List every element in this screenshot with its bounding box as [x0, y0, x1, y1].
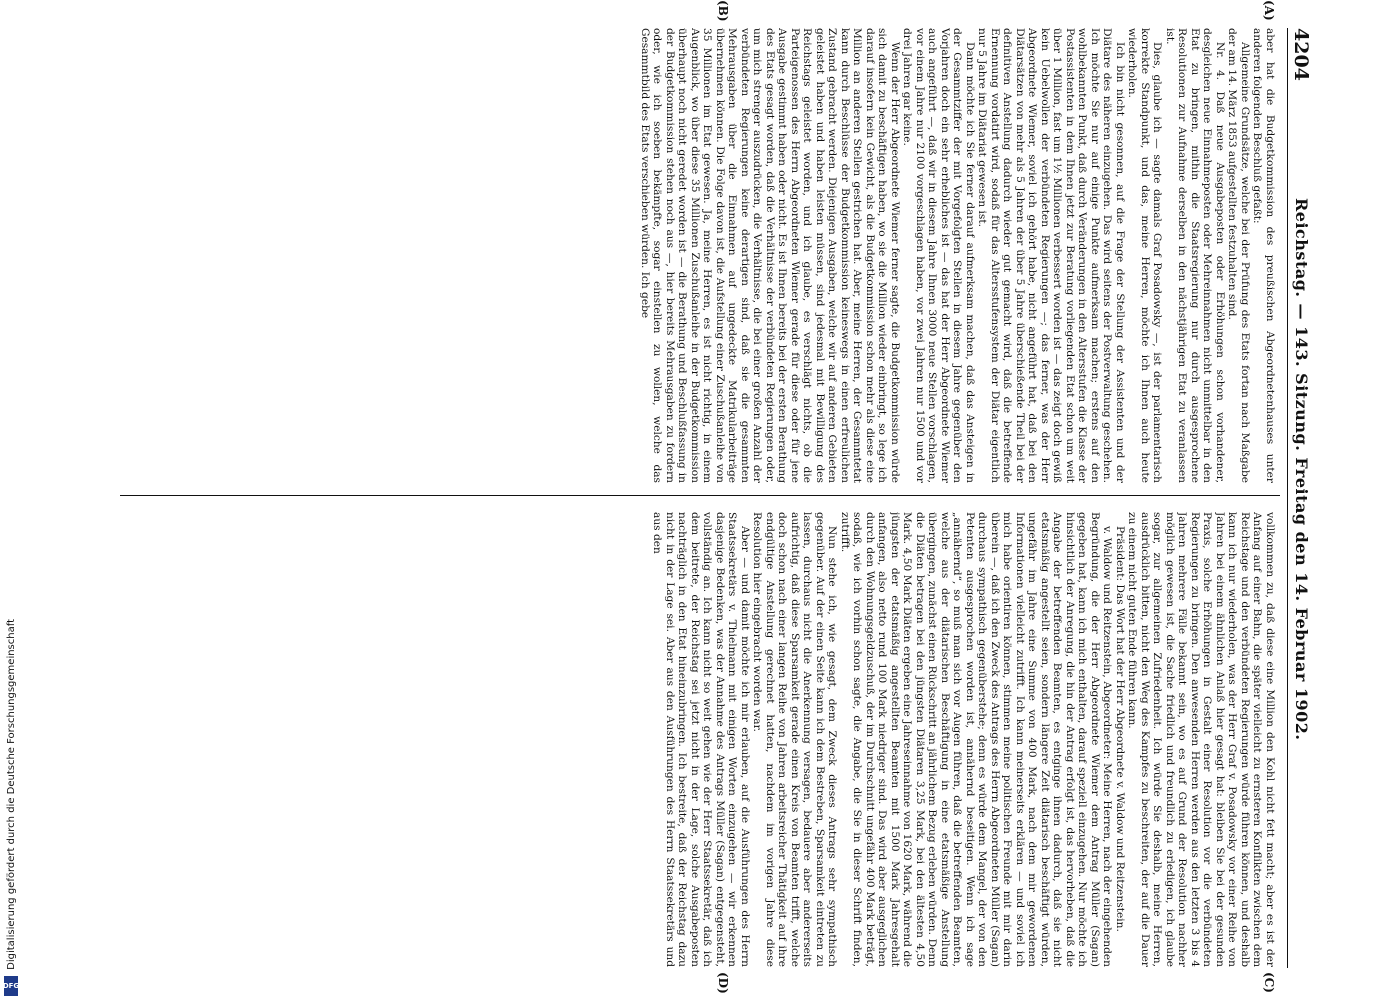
paragraph: Nun stehe ich, wie gesagt, dem Zweck dieses Antrags sehr sympathisch gegenüber. Auf der einen Seite kann ich dem Bestreben, Sparsamkeit eintreten zu lassen, durchaus nicht die Anerkennung versagen, bedauere aber andererseits aufrichtig, daß diese Sparsamkeit gerade einen Kreis von Beamten trifft, welche doch schon nach einer langen Reihe von Jahren arbeitsreicher Thätigkeit auf ihre endgültige Anstellung gerechnet hatten, nachdem im vorigen Jahre diese Resolution hier eingebracht worden war.: [751, 512, 839, 967]
scanned-page: [70, 0, 1320, 1000]
page-header: [1287, 28, 1314, 968]
left-text-column: [126, 28, 1276, 483]
dfg-attribution-text: Digitalisierung gefördert durch die Deutsche Forschungsgemeinschaft: [5, 619, 17, 970]
paragraph: Dann möchte ich Sie ferner darauf aufmerksam machen, daß das Ansteigen in der Gesammtziffer der mit Vorgefolgten Stellen in diesem Jahre gegenüber den Vorjahren doch ein sehr erhebliches ist — das hat der Herr Abgeordnete Wiemer auch angeführt —, daß wir in diesem Jahre Ihnen 3000 neue Stellen vorschlagen, vor einem Jahre nur 2100 vorgeschlagen haben, vor zwei Jahren nur 1500 und vor drei Jahren gar keine.: [901, 28, 976, 483]
paragraph: Präsident: Das Wort hat der Herr Abgeordnete v. Waldow und Reitzenstein.: [1114, 526, 1126, 932]
paragraph: Aber — und damit möchte ich mir erlauben, auf die Ausführungen des Herrn Staatssekretärs v. Thielmann mit einigen Worten einzugehen — wir erkennen dasjenige Bedenken, was der Annahme des Antrags Müller (Sagan) entgegensteht, vollständig an. Ich kann nicht so weit gehen wie der Herr Staatssekretär, daß ich dem beitrete, der Reichstag sei jetzt nicht in der Lage, solche Ausgabeposten nachträglich in den Etat hineinzubringen. Ich bestreite, daß der Reichstag dazu nicht in der Lage sei. Aber aus den Ausführungen des Herrn Staatssekretärs und aus den: [651, 512, 751, 967]
margin-marker-b: (B): [716, 0, 730, 22]
column-divider: [120, 495, 1280, 496]
dfg-logo: DFG: [4, 976, 18, 996]
paragraph: aber hat die Budgetkommission des preußischen Abgeordnetenhauses unter anderen folgenden Beschluß gefaßt:: [1251, 28, 1276, 483]
margin-marker-a: (A): [1262, 0, 1276, 21]
paragraph: Wenn der Herr Abgeordnete Wiemer ferner sagte, die Budgetkommission würde sich damit zu beschäftigen haben, wo sie die Million wieder einbringt, so lege ich darauf insofern kein Gewicht, als die Budgetkommission schon mehr als diese eine Million an anderen Stellen gestrichen hat. Aber, meine Herren, der Gesammtetat kann durch Beschlüsse der Budgetkommission keineswegs in einen erfreulichen Zustand gebracht werden. Diejenigen Ausgaben, welche wir auf anderen Gebieten geleistet haben und haben leisten müssen, sind jedesmal mit Bewilligung des Reichstags geleistet worden, und ich glaube, es verschlägt nichts, ob die Parteigenossen des Herrn Abgeordneten Wiemer gerade für diese oder für jene Ausgabe gestimmt haben oder nicht. Es ist Ihnen bereits bei der ersten Berathung des Etats gesagt worden, daß die Verhältnisse der verbündeten Regierungen oder, um mich strenger auszudrücken, die Verhältnisse, die bei einer großen Anzahl der verbündeten Regierungen keine derartigen sind, daß sie die gesammten Mehrausgaben über die Einnahmen auf ungedeckte Matrikularbeiträge übernehmen können. Die Folge davon ist, die Aufstellung einer Zuschußanleihe von 35 Millionen im Etat gewesen. Ja, meine Herren, es ist nicht richtig, in einem Augenblick, wo über diese 35 Millionen Zuschußanleihe in der Budgetkommission überhaupt noch nicht geredet worden ist — die Berathung und Beschlußfassung in der Budgetkommission stehen noch aus —, hier bereits Mehrausgaben zu fordern oder, wie ich soeben bekämpfte, sogar einstellen zu wollen, welche das Gesammtbild des Etats verschieben würden. Ich gebe: [639, 28, 901, 483]
margin-marker-d: (D): [716, 972, 730, 994]
paragraph: v. Waldow und Reitzenstein, Abgeordneter: Meine Herren, nach der eingehenden Begründung, die der Herr Abgeordnete Wiemer dem Antrag Müller (Sagan) gegeben hat, kann ich mich enthalten, darauf speziell einzugehen. Nur möchte ich hinsichtlich der Anregung, die hin der Antrag erfolgt ist, das hervorheben, daß die Angabe der betreffenden Beamten, es entginge ihnen dadurch, daß sie nicht etatsmäßig angestellt seien, sondern längere Zeit diätarisch beschäftigt würden, ungefähr im Jahre eine Summe von 400 Mark, nach dem mir gewordenen Informationen vielleicht zutrifft. Ich kann meinerseits erklären — und soviel ich mich habe orientiren können, stimmen meine politischen Freunde mit mir darin überein —, daß ich den Zweck des Antrags des Herrn Abgeordneten Müller (Sagan) durchaus sympathisch gegenüberstehe; denn es würde dem Mangel, der von den Petenten ausgesprochen worden ist, annähernd beseitigen. Wenn ich sage „annähernd“, so muß man sich vor Augen führen, daß die betreffenden Beamten, welche aus der diätarischen Beschäftigung in eine etatsmäßige Anstellung übergingen, zunächst einen Rückschritt an jährlichem Bezug erleben würden. Denn die Diäten betragen bei den jüngsten Diätaren 3,25 Mark, bei den ältesten 4,50 Mark. 4,50 Mark Diäten ergeben eine Jahreseinnahme von 1620 Mark, während die jüngsten der etatsmäßig angestellten Beamten mit 1500 Mark Jahresgehalt anfangen, also netto rund 100 Mark niedriger sind. Das wird aber ausgeglichen durch den Wohnungsgeldzuschuß, der im Durchschnitt ungefähr 400 Mark beträgt, sodaß, wie ich vorhin schon sagte, die Angabe, die Sie in dieser Schrift finden, zutrifft.: [839, 512, 1114, 967]
right-text-column: [126, 512, 1276, 967]
paragraph: Allgemeine Grundsätze, welche bei der Prüfung des Etats fortan nach Maßgabe der am 14. März 1853 aufgestellten festzuhalten sind.: [1226, 28, 1251, 483]
page-running-title: Reichstag. — 143. Sitzung. Freitag den 14. Februar 1902.: [1292, 198, 1311, 741]
paragraph: Dies, glaube ich — sagte damals Graf Posadowsky —, ist der parlamentarisch korrekte Standpunkt, und das, meine Herren, möchte ich Ihnen auch heute wiederholen.: [1126, 28, 1164, 483]
dfg-attribution-strip: [0, 0, 22, 1000]
margin-marker-c: (C): [1262, 972, 1276, 993]
paragraph: Nr. 4. Daß neue Ausgabeposten oder Erhöhungen schon vorhandener, desgleichen neue Einnahmeposten oder Mehreinnahmen nicht unmittelbar in den Etat zu bringen, mithin die Staatsregierung nur durch ausgesprochene Resolutionen zur Aufnahme derselben in den nächstjährigen Etat zu veranlassen ist.: [1164, 28, 1226, 483]
page-number: 4204: [1290, 28, 1312, 81]
paragraph: vollkommen zu, daß diese eine Million den Kohl nicht fett macht; aber es ist der Anfang auf einer Bahn, die später vielleicht zu ernsteren Konflikten zwischen dem Reichstage und den verbündeten Regierungen würde führen können, und deshalb kann ich nur wiederholen, was der Herr Graf v. Posadowsky vor einer Reihe von Jahren bei einem ähnlichen Anlaß hier gesagt hat: bleiben Sie bei der gesunden Praxis, solche Erhöhungen in Gestalt einer Resolution vor die verbündeten Regierungen zu bringen. Den anwesenden Herren werden aus den letzten 3 bis 4 Jahren mehrere Fälle bekannt sein, wo es auf Grund der Resolution nachher möglich gewesen ist, die Sache friedlich und freundlich zu erledigen, ich glaube sogar, zur allgemeinen Zufriedenheit. Ich würde Sie deshalb, meine Herren, ausdrücklich bitten, nicht den Weg des Kampfes zu beschreiten, der auf die Dauer zu einem nicht guten Ende führen kann.: [1126, 512, 1276, 967]
paragraph: Ich bin nicht gesonnen, auf die Frage der Stellung der Assistenten und der Diätare des näheren einzugehen. Das wird seitens der Postverwaltung geschehen. Ich möchte Sie nur auf einige Punkte aufmerksam machen; erstens auf den wohlbekannten Punkt, daß durch Veränderungen in den Altersstufen die Klasse der Postassistenten in dem Ihnen jetzt zur Beratung vorliegenden Etat schon um weit über 1 Million, fast um 1½ Millionen verbessert worden ist — das zeigt doch gewiß kein Uebelwollen der verbündeten Regierungen —; das ferner, was der Herr Abgeordnete Wiemer, soviel ich gehört habe, nicht angeführt hat, daß bei den Diätarsätzen von mehr als 5 Jahren der über 5 Jahre überschießende Theil bei der definitiven Anstellung dadurch wieder gut gemacht wird, daß die betreffende Ernennung vordatirt wird, sodaß für das Altersstufensystem der Diätar eigentlich nur 5 Jahre im Diätariat gewesen ist.: [976, 28, 1126, 483]
